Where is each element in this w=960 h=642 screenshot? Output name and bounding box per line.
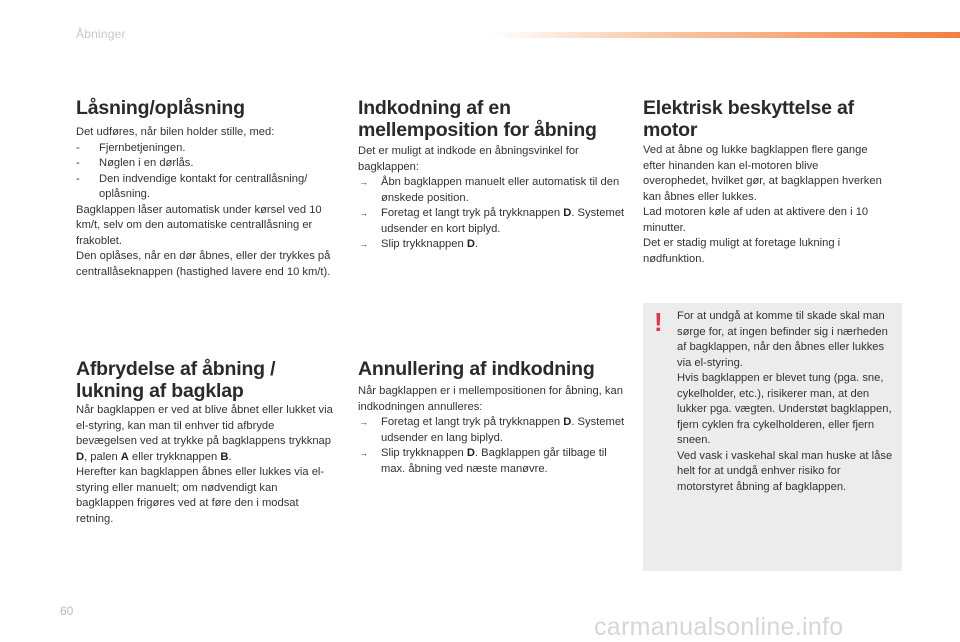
list-item: - Nøglen i en dørlås. (76, 157, 194, 169)
header-accent-bar (490, 32, 960, 38)
motor-para3: Det er stadig muligt at foretage lukning i nødfunktion. (643, 237, 841, 265)
watermark: carmanualsonline.info (594, 613, 844, 641)
list-item: → Foretag et langt tryk på trykknappen D. Systemet udsender en lang biplyd. (359, 416, 625, 444)
cancel-title: Annullering af indkodning (358, 358, 595, 380)
interrupt-title: Afbrydelse af åbning / lukning af bagklap (76, 358, 276, 402)
locking-para2: Den oplåses, når en dør åbnes, eller der trykkes på centrallåseknappen (hastighed lavere end 10 km/t). (76, 250, 331, 278)
interrupt-body (76, 403, 338, 527)
motor-body (643, 143, 883, 267)
locking-title: Låsning/oplåsning (76, 97, 245, 119)
cancel-intro: Når bagklappen er i mellempositionen for åbning, kan indkodningen annulleres: (358, 385, 623, 413)
list-item: → Slip trykknappen D. (359, 238, 479, 250)
list-item: - Fjernbetjeningen. (76, 141, 186, 154)
motor-para1: Ved at åbne og lukke bagklappen flere gange efter hinanden kan el-motoren blive overophedet, hvilket gør, at bagklappen hverken kan åbnes eller lukkes. (643, 144, 882, 203)
warning-para2: Hvis bagklappen er blevet tung (pga. sne, cykelholder, etc.), risikerer man, at den lukker pga. vægten. Understøt bagklappen, fjern cyklen fra cykelholderen, eller fjern sneen. (677, 372, 892, 446)
locking-para1: Bagklappen låser automatisk under kørsel ved 10 km/t, selv om den automatiske centrallåsning er frakoblet. (76, 203, 322, 247)
list-item: → Slip trykknappen D. Bagklappen går tilbage til max. åbning ved næste manøvre. (359, 447, 607, 475)
cancel-body (358, 384, 626, 477)
list-item: - Den indvendige kontakt for centrallåsning/ oplåsning. (76, 172, 308, 200)
intermediate-title: Indkodning af en mellemposition for åbning (358, 97, 597, 141)
intermediate-intro: Det er muligt at indkode en åbningsvinkel for bagklappen: (358, 145, 579, 173)
motor-para2: Lad motoren køle af uden at aktivere den i 10 minutter. (643, 206, 869, 234)
warning-icon: ! (654, 307, 663, 337)
intermediate-body (358, 144, 626, 253)
interrupt-para2: Herefter kan bagklappen åbnes eller lukkes via el-styring eller manuelt; om nødvendigt kan bagklappen frigøres ved at føre den i modsat retning. (76, 466, 325, 525)
interrupt-para1: Når bagklappen er ved at blive åbnet eller lukket via el-styring, kan man til enhver tid afbryde bevægelsen ved at trykke på bagklappens trykknap D, palen A eller trykknappen B. (76, 404, 333, 463)
warning-text (677, 309, 895, 495)
warning-para3: Ved vask i vaskehal skal man huske at låse helt for at undgå enhver risiko for motorstyret åbning af bagklappen. (677, 449, 893, 493)
list-item: → Åbn bagklappen manuelt eller automatisk til den ønskede position. (359, 176, 620, 204)
page-number: 60 (60, 604, 74, 618)
motor-title: Elektrisk beskyttelse af motor (643, 97, 854, 141)
section-label: Åbninger (76, 27, 126, 41)
list-item: → Foretag et langt tryk på trykknappen D. Systemet udsender en kort biplyd. (359, 207, 625, 235)
locking-body (76, 125, 338, 280)
locking-intro: Det udføres, når bilen holder stille, med: (76, 126, 275, 138)
warning-box (643, 303, 902, 571)
warning-para1: For at undgå at komme til skade skal man sørge for, at ingen befinder sig i nærheden af bagklappen, når den åbnes eller lukkes via el-styring. (677, 310, 888, 369)
